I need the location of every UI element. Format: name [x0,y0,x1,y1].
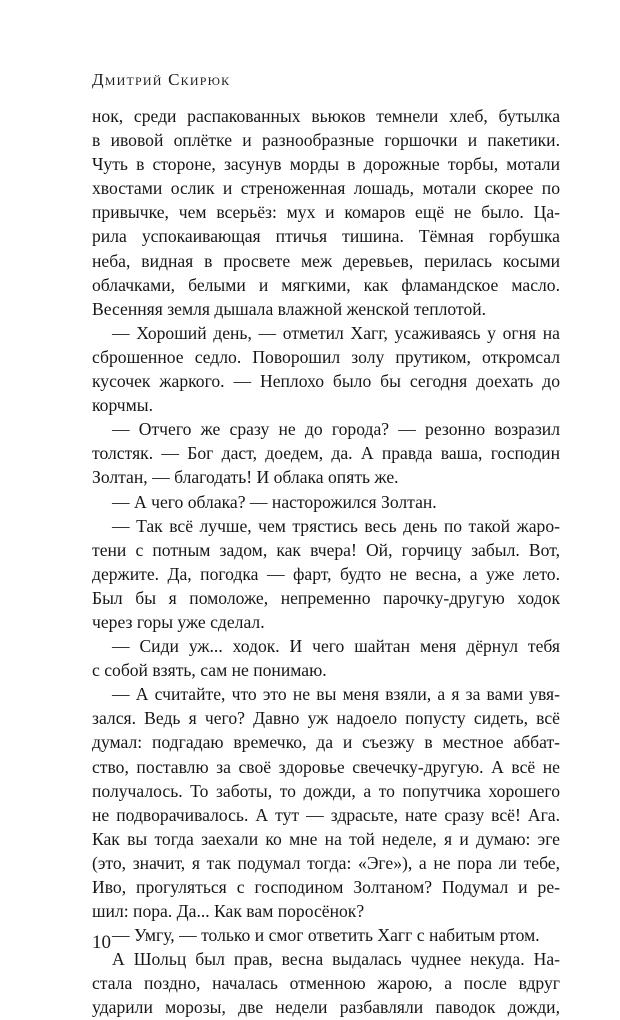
text-line: — А чего облака? — насторожился Золтан. [112,491,437,512]
text-line: с собой взять, сам не понимаю. [92,660,327,681]
text-line: через горы уже сделал. [92,611,265,632]
text-line: тени с потным задом, как вчера! Ой, горчицу забыл. Вот, [92,539,560,560]
text-line: — Хороший день, — отметил Хагг, усаживаясь у огня на [112,322,560,343]
text-line: в ивовой оплётке и разнообразные горшочки и пакетики. [92,130,560,151]
text-line: держите. Да, погодка — фарт, будто не весна, а уже лето. [92,563,560,584]
text-line: сброшенное седло. Поворошил золу прутиком, откромсал [92,346,560,367]
text-line: зался. Ведь я чего? Давно уж надоело попусту сидеть, всё [92,708,560,729]
text-line: корчмы. [92,395,154,416]
text-line: ударили морозы, две недели разбавляли паводок дожди, [92,997,560,1018]
text-line: нок, среди распакованных вьюков темнели хлеб, бутылка [92,106,560,126]
text-line: Как вы тогда заехали ко мне на той неделе, я и думаю: эге [92,828,560,849]
text-line: Был бы я помоложе, непременно парочку-другую ходок [92,587,560,608]
text-line: неба, видная в просвете меж деревьев, перилась косыми [92,250,560,271]
text-line: получалось. То заботы, то дожди, а то попутчика хорошего [92,780,560,801]
text-line: рила успокаивающая птичья тишина. Тёмная горбушка [92,226,560,247]
text-line: не подворачивалось. А тут — здрасьте, нате сразу всё! Ага. [92,804,560,825]
text-line: А Шольц был прав, весна выдалась чуднее некуда. На- [112,949,560,970]
text-line: Чуть в стороне, засунув морды в дорожные торбы, мотали [92,154,560,175]
text-line: толстяк. — Бог даст, доедем, да. А правда ваша, господин [92,443,560,464]
text-line: хвостами ослик и стреноженная лошадь, мотали скорее по [92,178,560,199]
text-line: — А считайте, что это не вы меня взяли, а я за вами увя- [112,684,560,705]
text-line: стала поздно, началась отменною жарою, а после вдруг [92,973,560,994]
text-line: (это, значит, я так подумал тогда: «Эге»), а не пора ли тебе, [92,852,560,873]
text-line: шил: пора. Да... Как вам поросёнок? [92,901,365,922]
text-line: — Сиди уж... ходок. И чего шайтан меня дёрнул тебя [112,636,560,657]
body-text [92,104,560,1020]
text-line: ство, поставлю за своё здоровье свечечку-другую. А всё не [92,756,560,777]
text-line: — Умгу, — только и смог ответить Хагг с набитым ртом. [112,925,540,946]
page-number: 10 [92,932,111,953]
text-line: думал: подгадаю времечко, да и съезжу в местное аббат- [92,732,560,753]
running-head: Дмитрий Скирюк [92,70,231,89]
text-line: кусочек жаркого. — Неплохо было бы сегодня доехать до [92,371,560,392]
text-line: привычке, чем всерьёз: мух и комаров ещё не было. Ца- [92,202,560,223]
text-line: Весенняя земля дышала влажной женской теплотой. [92,298,487,319]
text-line: — Так всё лучше, чем трястись весь день по такой жаро- [112,515,560,536]
text-line: Золтан, — благодать! И облака опять же. [92,467,399,488]
text-line: облачками, белыми и мягкими, как фламандское масло. [92,274,560,295]
text-line: — Отчего же сразу не до города? — резонно возразил [112,419,560,440]
text-line: Иво, прогуляться с господином Золтаном? Подумал и ре- [92,877,560,897]
